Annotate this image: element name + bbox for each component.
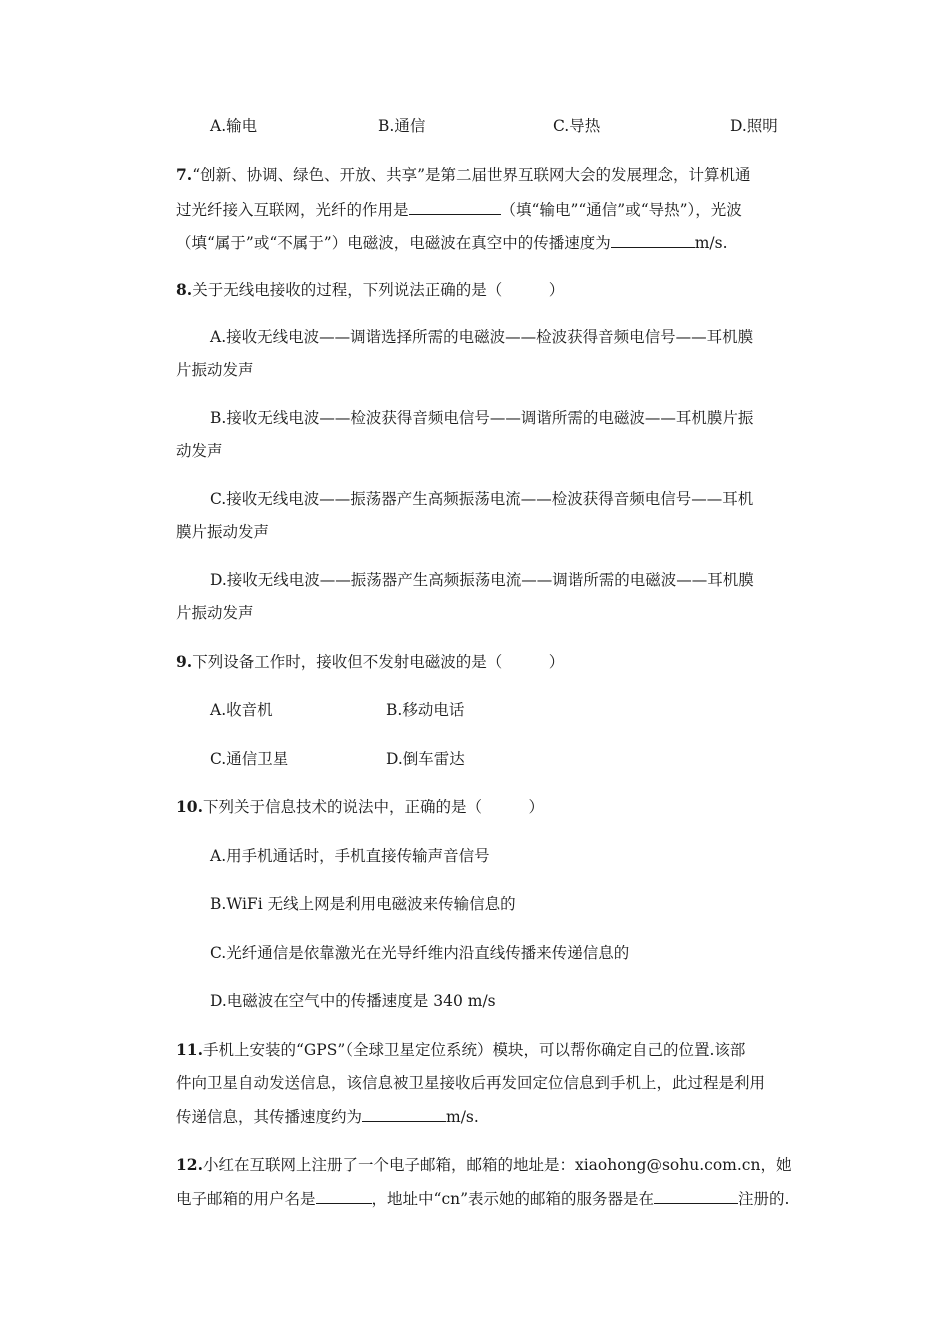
q12-number: 12. xyxy=(176,1155,203,1174)
q7-line-2: 过光纤接入互联网，光纤的作用是 （填“输电”“通信”或“导热”），光波 xyxy=(176,201,742,219)
q8-option-d-line-1: D.接收无线电波——振荡器产生高频振荡电流——调谐所需的电磁波——耳机膜 xyxy=(210,571,754,589)
q10-option-a: A.用手机通话时，手机直接传输声音信号 xyxy=(210,847,490,865)
q8-option-a-line-1: A.接收无线电波——调谐选择所需的电磁波——检波获得音频电信号——耳机膜 xyxy=(210,328,754,346)
q8-number: 8. xyxy=(176,280,193,299)
q10-number: 10. xyxy=(176,797,203,816)
q12-blank-2[interactable] xyxy=(654,1188,738,1204)
q7-blank-2[interactable] xyxy=(611,232,695,248)
q10-option-c: C.光纤通信是依靠激光在光导纤维内沿直线传播来传递信息的 xyxy=(210,944,630,962)
q9-stem: 9.下列设备工作时，接收但不发射电磁波的是（ ） xyxy=(176,652,565,671)
q11-number: 11. xyxy=(176,1040,203,1059)
q9-option-a: A.收音机 xyxy=(210,701,273,719)
q6-option-a: A.输电 xyxy=(210,117,258,135)
q9-option-c: C.通信卫星 xyxy=(210,750,289,768)
q7-blank-1[interactable] xyxy=(409,199,501,215)
q6-option-b: B.通信 xyxy=(378,117,426,135)
q10-option-b: B.WiFi 无线上网是利用电磁波来传输信息的 xyxy=(210,895,516,913)
q8-option-b-line-2: 动发声 xyxy=(176,442,223,460)
q8-option-a-line-2: 片振动发声 xyxy=(176,361,254,379)
q7-number: 7. xyxy=(176,165,193,184)
q8-option-c-line-1: C.接收无线电波——振荡器产生高频振荡电流——检波获得音频电信号——耳机 xyxy=(210,490,754,508)
q9-option-b: B.移动电话 xyxy=(386,701,465,719)
q6-option-d: D.照明 xyxy=(730,117,778,135)
q10-stem: 10.下列关于信息技术的说法中，正确的是（ ） xyxy=(176,797,544,816)
q6-option-c: C.导热 xyxy=(553,117,601,135)
q8-option-d-line-2: 片振动发声 xyxy=(176,604,254,622)
q11-blank[interactable] xyxy=(362,1106,446,1122)
q11-line-1: 11.手机上安装的“GPS”（全球卫星定位系统）模块，可以帮你确定自己的位置.该部 xyxy=(176,1040,746,1059)
q12-line-2: 电子邮箱的用户名是 ，地址中“cn”表示她的邮箱的服务器是在 注册的. xyxy=(176,1190,790,1208)
q9-number: 9. xyxy=(176,652,193,671)
q8-option-b-line-1: B.接收无线电波——检波获得音频电信号——调谐所需的电磁波——耳机膜片振 xyxy=(210,409,754,427)
q12-line-1: 12.小红在互联网上注册了一个电子邮箱，邮箱的地址是：xiaohong@sohu.com.cn，她 xyxy=(176,1155,792,1174)
q8-option-c-line-2: 膜片振动发声 xyxy=(176,523,270,541)
q10-option-d: D.电磁波在空气中的传播速度是 340 m/s xyxy=(210,992,496,1010)
q7-line-3: （填“属于”或“不属于”）电磁波，电磁波在真空中的传播速度为 m/s. xyxy=(176,234,728,252)
q8-stem: 8.关于无线电接收的过程，下列说法正确的是（ ） xyxy=(176,280,565,299)
q11-line-3: 传递信息，其传播速度约为 m/s. xyxy=(176,1108,479,1126)
q12-blank-1[interactable] xyxy=(316,1188,372,1204)
q11-line-2: 件向卫星自动发送信息，该信息被卫星接收后再发回定位信息到手机上，此过程是利用 xyxy=(176,1074,766,1092)
q9-option-d: D.倒车雷达 xyxy=(386,750,465,768)
q7-line-1: 7.“创新、协调、绿色、开放、共享”是第二届世界互联网大会的发展理念，计算机通 xyxy=(176,165,751,184)
